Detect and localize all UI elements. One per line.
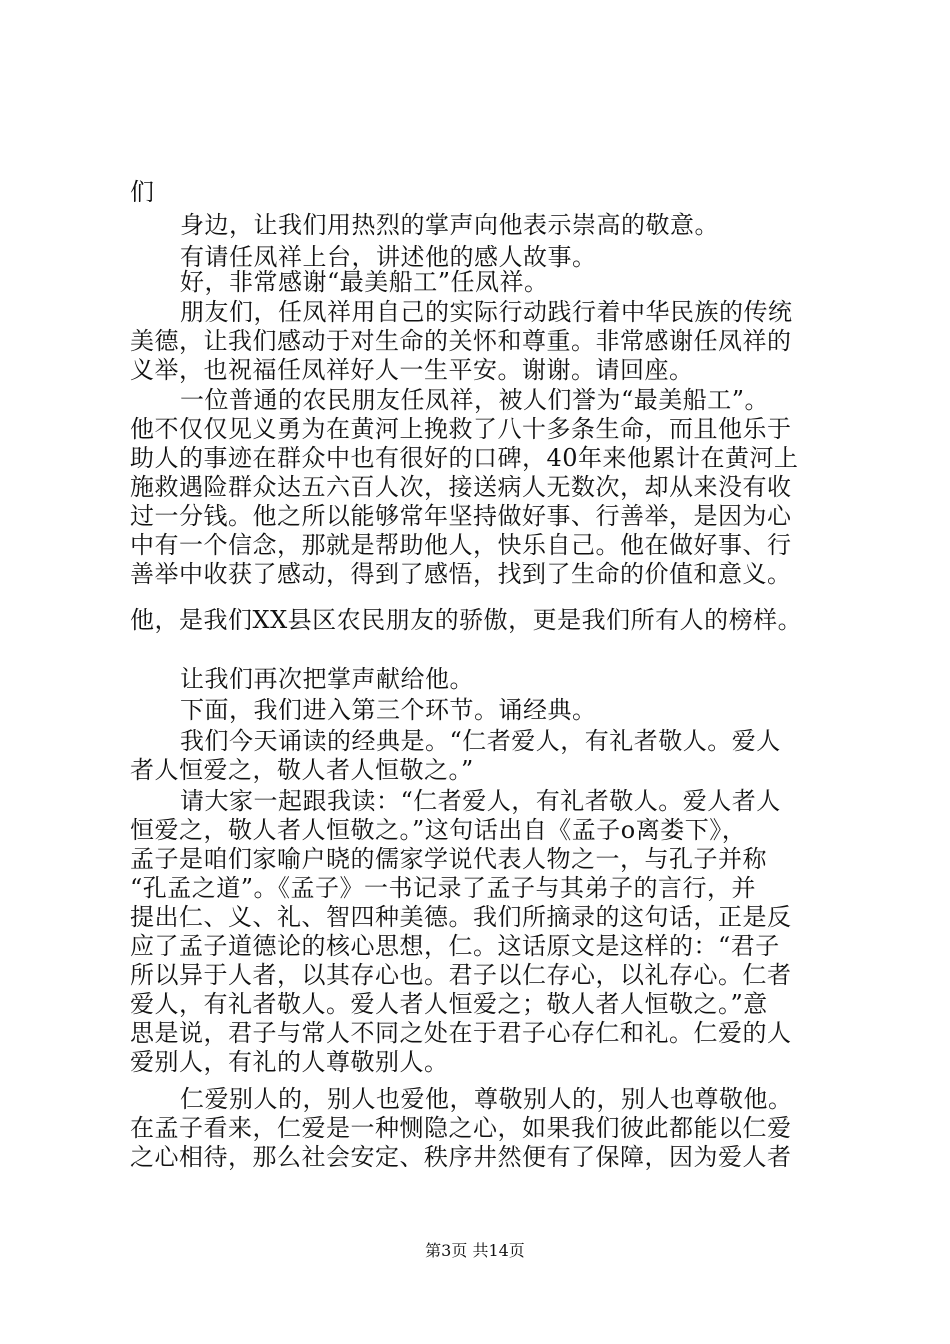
text-line: 一位普通的农民朋友任凤祥，被人们誉为“最美船工”。 — [180, 386, 770, 414]
text-line: 他不仅仅见义勇为在黄河上挽救了八十多条生命，而且他乐于 — [130, 415, 792, 443]
text-line: 有请任凤祥上台，讲述他的感人故事。 — [180, 243, 597, 271]
text-line: 施救遇险群众达五六百人次，接送病人无数次，却从来没有收 — [130, 473, 792, 501]
text-line: 爱人，有礼者敬人。爱人者人恒爱之；敬人者人恒敬之。”意 — [130, 990, 768, 1018]
text-line: 恒爱之，敬人者人恒敬之。”这句话出自《孟子o离娄下》， — [130, 816, 747, 844]
text-line: 他，是我们XX县区农民朋友的骄傲，更是我们所有人的榜样。 — [130, 606, 803, 634]
text-line: 孟子是咱们家喻户晓的儒家学说代表人物之一，与孔子并称 — [130, 845, 767, 873]
text-line: 善举中收获了感动，得到了感悟，找到了生命的价值和意义。 — [130, 560, 792, 588]
text-line: 者人恒爱之，敬人者人恒敬之。” — [130, 756, 474, 784]
text-line: 朋友们，任凤祥用自己的实际行动践行着中华民族的传统 — [180, 298, 793, 326]
text-line: 好，非常感谢“最美船工”任凤祥。 — [180, 268, 549, 296]
text-line: 提出仁、义、礼、智四种美德。我们所摘录的这句话，正是反 — [130, 903, 792, 931]
page-number-footer: 第3页 共14页 — [425, 1241, 525, 1260]
text-line: 在孟子看来，仁爱是一种恻隐之心，如果我们彼此都能以仁爱 — [130, 1114, 792, 1142]
text-line: 应了孟子道德论的核心思想，仁。这话原文是这样的：“君子 — [130, 932, 780, 960]
text-line: 美德，让我们感动于对生命的关怀和尊重。非常感谢任凤祥的 — [130, 327, 792, 355]
text-line: 义举，也祝福任凤祥好人一生平安。谢谢。请回座。 — [130, 356, 694, 384]
text-line: 所以异于人者，以其存心也。君子以仁存心，以礼存心。仁者 — [130, 961, 792, 989]
text-line: 请大家一起跟我读：“仁者爱人，有礼者敬人。爱人者人 — [180, 787, 781, 815]
text-line: 下面，我们进入第三个环节。诵经典。 — [180, 696, 597, 724]
text-line: 们 — [130, 178, 155, 206]
text-line: 仁爱别人的，别人也爱他，尊敬别人的，别人也尊敬他。 — [180, 1085, 793, 1113]
text-line: 让我们再次把掌声献给他。 — [180, 665, 474, 693]
text-line: 助人的事迹在群众中也有很好的口碑，40年来他累计在黄河上 — [130, 444, 799, 472]
text-line: 思是说，君子与常人不同之处在于君子心存仁和礼。仁爱的人 — [130, 1019, 792, 1047]
text-line: 身边，让我们用热烈的掌声向他表示崇高的敬意。 — [180, 211, 719, 239]
text-line: 爱别人，有礼的人尊敬别人。 — [130, 1048, 449, 1076]
text-line: 过一分钱。他之所以能够常年坚持做好事、行善举，是因为心 — [130, 502, 792, 530]
text-line: 之心相待，那么社会安定、秩序井然便有了保障，因为爱人者 — [130, 1143, 792, 1171]
text-line: 中有一个信念，那就是帮助他人，快乐自己。他在做好事、行 — [130, 531, 792, 559]
text-line: 我们今天诵读的经典是。“仁者爱人，有礼者敬人。爱人 — [180, 727, 781, 755]
text-line: “孔孟之道”。《孟子》一书记录了孟子与其弟子的言行，并 — [130, 874, 757, 902]
